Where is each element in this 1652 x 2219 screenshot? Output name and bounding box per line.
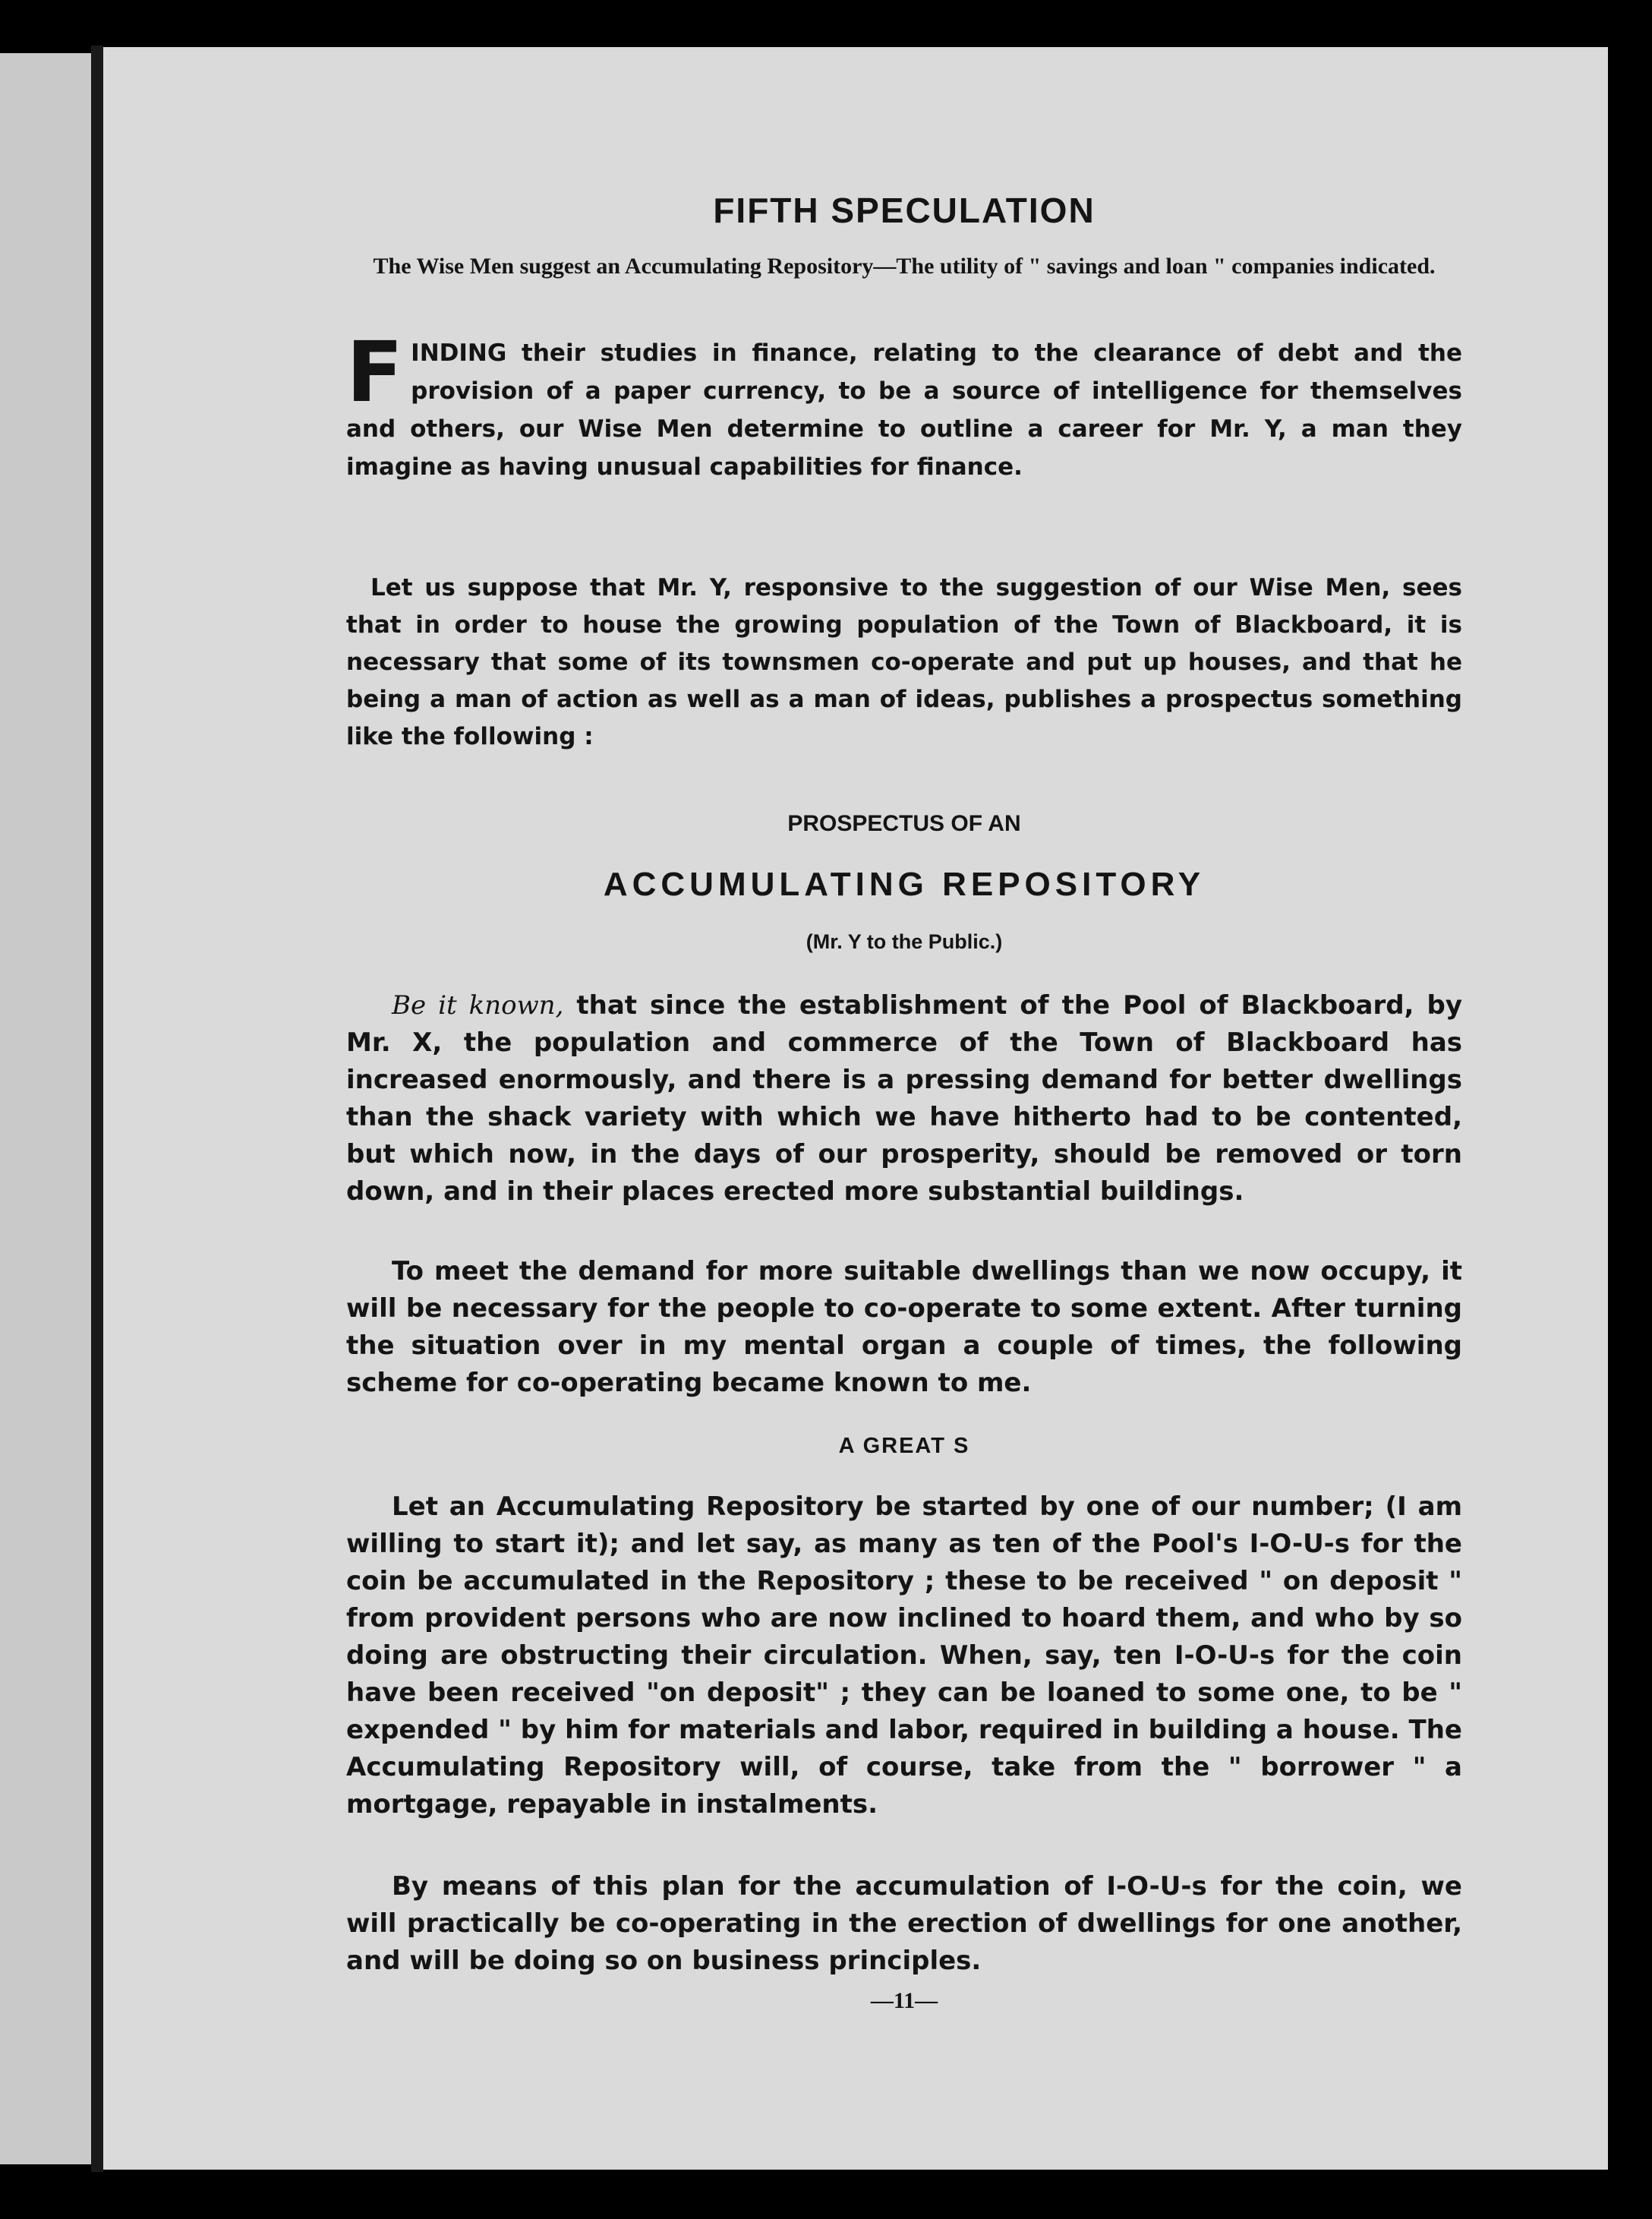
prospectus-paragraph-1	[346, 987, 1462, 1211]
prospectus-paragraph-1-text: that since the establishment of the Pool of Blackboard, by Mr. X, the population and commerce of the Town of Blackboard has increased enormously, and there is a pressing demand for better dwellings than the shack variety with which we have hitherto had to be contented, but which now, in the days of our prosperity, should be removed or torn down, and in their places erected more substantial buildings.	[346, 990, 1462, 1207]
prospectus-paragraph-4: By means of this plan for the accumulation of I-O-U-s for the coin, we will practically be co-operating in the erection of dwellings for one another, and will be doing so on business principles.	[346, 1871, 1462, 1976]
chapter-summary: The Wise Men suggest an Accumulating Repository—The utility of " savings and loan " companies indicated.	[373, 254, 1436, 279]
drop-cap: F	[346, 324, 404, 421]
chapter-heading: FIFTH SPECULATION	[713, 191, 1096, 230]
be-it-known-phrase: Be it known,	[392, 990, 564, 1021]
prospectus-paragraph-2: To meet the demand for more suitable dwellings than we now occupy, it will be necessary for the people to co-operate to some extent. After turning the situation over in my mental organ a couple of times, the following scheme for co-operating became known to me.	[346, 1256, 1462, 1398]
book-page	[103, 47, 1608, 2170]
opening-paragraph-text: INDING their studies in finance, relating to the clearance of debt and the provision of a paper currency, to be a source of intelligence for themselves and others, our Wise Men determine to outline a career for Mr. Y, a man they imagine as having unusual capabilities for finance.	[346, 339, 1462, 481]
binding-gutter	[91, 46, 103, 2172]
page-number: —11—	[870, 1988, 938, 2013]
second-paragraph: Let us suppose that Mr. Y, responsive to the suggestion of our Wise Men, sees that in order to house the growing population of the Town of Blackboard, it is necessary that some of its townsmen co-operate and put up houses, and that he being a man of action as well as a man of ideas, publishes a prospectus something like the following :	[346, 574, 1462, 750]
prospectus-label: PROSPECTUS OF AN	[787, 811, 1021, 836]
prospectus-subtitle: (Mr. Y to the Public.)	[806, 930, 1003, 953]
section-heading: A GREAT S	[838, 1434, 970, 1458]
opening-paragraph	[346, 324, 1462, 486]
prospectus-title: ACCUMULATING REPOSITORY	[603, 866, 1206, 903]
facing-page-edge	[0, 53, 91, 2164]
prospectus-paragraph-3: Let an Accumulating Repository be started by one of our number; (I am willing to start it); and let say, as many as ten of the Pool's I-O-U-s for the coin be accumulated in the Repository ; these to be received " on deposit " from provident persons who are now inclined to hoard them, and who by so doing are obstructing their circulation. When, say, ten I-O-U-s for the coin have been received "on deposit" ; they can be loaned to some one, to be " expended " by him for materials and labor, required in building a house. The Accumulating Repository will, of course, take from the " borrower " a mortgage, repayable in instalments.	[346, 1491, 1462, 1820]
